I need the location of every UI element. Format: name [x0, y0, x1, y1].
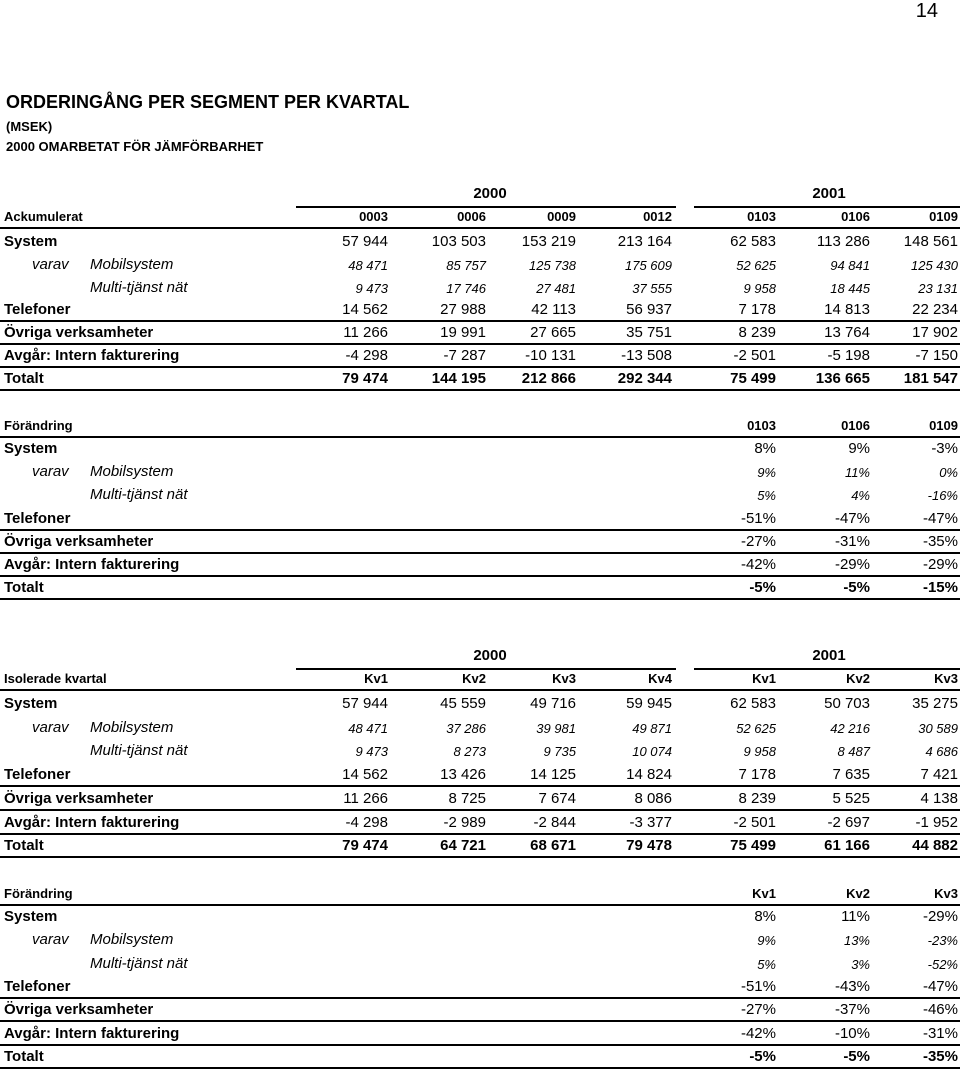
row-avgår-intern-fakturering-value: -10% — [834, 1024, 870, 1042]
row-telefoner-value: 13 426 — [440, 766, 486, 784]
divider-line — [0, 343, 960, 345]
row-system-value: 113 286 — [816, 233, 870, 250]
row-mobilsystem-value: 42 216 — [830, 720, 870, 736]
row-multi-tjänst-nät-value: -52% — [927, 956, 958, 972]
row-övriga-verksamheter-value: -27% — [740, 1001, 776, 1019]
column-header: Kv3 — [934, 886, 958, 901]
row-system-label: System — [4, 440, 58, 457]
row-övriga-verksamheter-value: 11 266 — [343, 324, 388, 342]
divider-line — [296, 206, 676, 208]
row-system-value: 59 945 — [626, 695, 672, 712]
column-header: Kv3 — [934, 671, 958, 686]
divider-line — [694, 206, 960, 208]
row-system-value: 50 703 — [824, 695, 870, 712]
section-header-label: Ackumulerat — [4, 209, 83, 224]
divider-line — [0, 997, 960, 999]
row-mobilsystem-value: 49 871 — [632, 720, 672, 736]
row-totalt-label: Totalt — [4, 1047, 44, 1065]
row-mobilsystem-label: Mobilsystem — [90, 255, 174, 273]
row-telefoner-label: Telefoner — [4, 977, 71, 995]
divider-line — [694, 668, 960, 670]
row-multi-tjänst-nät-value: 4 686 — [925, 744, 958, 760]
row-övriga-verksamheter-value: 8 086 — [634, 789, 672, 807]
row-telefoner-label: Telefoner — [4, 509, 71, 527]
page-title: ORDERINGÅNG PER SEGMENT PER KVARTAL — [6, 92, 410, 112]
row-multi-tjänst-nät-label: Multi-tjänst nät — [90, 486, 188, 504]
row-avgår-intern-fakturering-value: -13 508 — [621, 347, 672, 364]
divider-line — [0, 809, 960, 811]
column-header: Kv2 — [846, 886, 870, 901]
row-telefoner-value: 14 562 — [342, 766, 388, 784]
row-system-value: 11% — [841, 908, 870, 925]
row-system-value: 8% — [754, 440, 776, 457]
row-telefoner-value: -51% — [740, 509, 776, 527]
column-header: 0006 — [457, 209, 486, 224]
year-header-2000: 2000 — [473, 647, 507, 664]
divider-line — [0, 598, 960, 600]
row-mobilsystem-value: 125 430 — [911, 257, 958, 273]
row-mobilsystem-value: 39 981 — [536, 720, 576, 736]
row-avgår-intern-fakturering-value: -7 150 — [915, 347, 958, 364]
row-övriga-verksamheter-value: 8 239 — [738, 324, 776, 342]
unit-label: (MSEK) — [6, 119, 53, 134]
column-header: Kv4 — [648, 671, 672, 686]
row-övriga-verksamheter-value: 17 902 — [912, 324, 958, 342]
row-avgår-intern-fakturering-label: Avgår: Intern fakturering — [4, 347, 180, 364]
row-telefoner-value: 7 178 — [738, 766, 776, 784]
row-multi-tjänst-nät-value: 9 958 — [743, 280, 776, 296]
row-multi-tjänst-nät-value: 8 273 — [453, 744, 486, 760]
row-mobilsystem-label: Mobilsystem — [90, 931, 174, 949]
row-totalt-value: 61 166 — [824, 837, 870, 855]
row-telefoner-value: -47% — [922, 977, 958, 995]
row-övriga-verksamheter-value: -35% — [922, 532, 958, 550]
row-multi-tjänst-nät-value: 9 473 — [355, 744, 388, 760]
divider-line — [0, 366, 960, 368]
row-system-value: 62 583 — [730, 695, 776, 712]
row-multi-tjänst-nät-value: 10 074 — [632, 744, 672, 760]
divider-line — [0, 689, 960, 691]
row-mobilsystem-value: 175 609 — [625, 257, 672, 273]
divider-line — [0, 1020, 960, 1022]
row-system-value: 9% — [848, 440, 870, 457]
row-multi-tjänst-nät-value: 17 746 — [446, 280, 486, 296]
row-telefoner-value: 27 988 — [440, 301, 486, 319]
row-avgår-intern-fakturering-value: -2 989 — [443, 813, 486, 831]
row-multi-tjänst-nät-value: 23 131 — [918, 280, 958, 296]
row-avgår-intern-fakturering-value: -4 298 — [345, 813, 388, 831]
row-avgår-intern-fakturering-value: -3 377 — [629, 813, 672, 831]
row-multi-tjänst-nät-value: -16% — [927, 488, 958, 504]
divider-line — [0, 1067, 960, 1069]
column-header: 0103 — [747, 209, 776, 224]
row-system-label: System — [4, 233, 58, 250]
row-totalt-label: Totalt — [4, 837, 44, 855]
row-totalt-value: 181 547 — [903, 369, 958, 387]
row-mobilsystem-value: 11% — [844, 465, 870, 481]
row-avgår-intern-fakturering-value: -42% — [740, 1024, 776, 1042]
row-avgår-intern-fakturering-value: -1 952 — [915, 813, 958, 831]
column-header: 0106 — [841, 209, 870, 224]
column-header: 0009 — [547, 209, 576, 224]
row-mobilsystem-label: Mobilsystem — [90, 463, 174, 481]
divider-line — [0, 1044, 960, 1046]
page-number: 14 — [915, 0, 938, 22]
row-övriga-verksamheter-value: -31% — [834, 532, 870, 550]
row-telefoner-label: Telefoner — [4, 766, 71, 784]
row-övriga-verksamheter-value: 8 725 — [448, 789, 486, 807]
column-header: 0109 — [929, 418, 958, 433]
column-header: Kv3 — [552, 671, 576, 686]
row-system-value: 57 944 — [342, 695, 388, 712]
row-totalt-value: 64 721 — [440, 837, 486, 855]
row-mobilsystem-value: 85 757 — [446, 257, 486, 273]
row-multi-tjänst-nät-value: 9 958 — [743, 744, 776, 760]
row-övriga-verksamheter-value: -27% — [740, 532, 776, 550]
divider-line — [0, 575, 960, 577]
varav-prefix: varav — [32, 255, 69, 273]
row-totalt-value: 292 344 — [617, 369, 672, 387]
row-övriga-verksamheter-value: 4 138 — [920, 789, 958, 807]
varav-prefix: varav — [32, 718, 69, 736]
row-multi-tjänst-nät-value: 4% — [851, 488, 870, 504]
row-system-value: 8% — [754, 908, 776, 925]
row-övriga-verksamheter-label: Övriga verksamheter — [4, 324, 154, 342]
row-system-value: 213 164 — [617, 233, 672, 250]
row-avgår-intern-fakturering-value: -10 131 — [525, 347, 576, 364]
divider-line — [0, 904, 960, 906]
row-telefoner-value: 14 813 — [824, 301, 870, 319]
row-totalt-value: 79 474 — [342, 369, 388, 387]
row-avgår-intern-fakturering-value: -29% — [922, 556, 958, 573]
row-multi-tjänst-nät-value: 9 473 — [355, 280, 388, 296]
row-avgår-intern-fakturering-value: -2 697 — [827, 813, 870, 831]
row-mobilsystem-value: 13% — [843, 933, 870, 949]
row-övriga-verksamheter-value: 5 525 — [832, 789, 870, 807]
divider-line — [0, 552, 960, 554]
column-header: Kv1 — [364, 671, 388, 686]
row-övriga-verksamheter-value: 35 751 — [626, 324, 672, 342]
column-header: Kv1 — [752, 671, 776, 686]
row-multi-tjänst-nät-value: 8 487 — [837, 744, 870, 760]
row-mobilsystem-value: 9% — [757, 465, 776, 481]
row-totalt-value: 136 665 — [815, 369, 870, 387]
row-totalt-value: 79 474 — [342, 837, 388, 855]
row-telefoner-value: 56 937 — [626, 301, 672, 319]
row-multi-tjänst-nät-value: 27 481 — [536, 280, 576, 296]
row-multi-tjänst-nät-value: 5% — [757, 488, 776, 504]
row-mobilsystem-value: -23% — [927, 933, 958, 949]
divider-line — [0, 436, 960, 438]
row-avgår-intern-fakturering-label: Avgår: Intern fakturering — [4, 1024, 180, 1042]
row-avgår-intern-fakturering-value: -2 501 — [733, 813, 776, 831]
row-multi-tjänst-nät-label: Multi-tjänst nät — [90, 742, 188, 760]
row-övriga-verksamheter-label: Övriga verksamheter — [4, 789, 154, 807]
row-övriga-verksamheter-label: Övriga verksamheter — [4, 1001, 154, 1019]
row-övriga-verksamheter-value: 8 239 — [738, 789, 776, 807]
row-avgår-intern-fakturering-value: -5 198 — [827, 347, 870, 364]
row-totalt-value: 44 882 — [912, 837, 958, 855]
row-övriga-verksamheter-value: 19 991 — [440, 324, 486, 342]
row-telefoner-value: 14 562 — [342, 301, 388, 319]
row-totalt-value: -5% — [749, 1047, 776, 1065]
row-telefoner-value: 7 178 — [738, 301, 776, 319]
row-telefoner-value: -47% — [922, 509, 958, 527]
divider-line — [0, 320, 960, 322]
row-mobilsystem-value: 48 471 — [348, 720, 388, 736]
row-totalt-value: 212 866 — [521, 369, 576, 387]
divider-line — [0, 856, 960, 858]
column-header: 0003 — [359, 209, 388, 224]
divider-line — [0, 529, 960, 531]
row-system-value: 57 944 — [342, 233, 388, 250]
row-avgår-intern-fakturering-value: -31% — [922, 1024, 958, 1042]
row-multi-tjänst-nät-value: 3% — [851, 956, 870, 972]
row-telefoner-value: 7 635 — [832, 766, 870, 784]
row-övriga-verksamheter-label: Övriga verksamheter — [4, 532, 154, 550]
row-telefoner-value: -43% — [834, 977, 870, 995]
row-mobilsystem-value: 0% — [939, 465, 958, 481]
row-avgår-intern-fakturering-label: Avgår: Intern fakturering — [4, 813, 180, 831]
row-telefoner-value: 14 125 — [530, 766, 576, 784]
row-system-value: 103 503 — [431, 233, 486, 250]
comparability-note: 2000 OMARBETAT FÖR JÄMFÖRBARHET — [6, 139, 264, 154]
row-totalt-label: Totalt — [4, 579, 44, 597]
row-övriga-verksamheter-value: 7 674 — [538, 789, 576, 807]
varav-prefix: varav — [32, 463, 69, 481]
year-header-2001: 2001 — [812, 647, 846, 664]
row-avgår-intern-fakturering-value: -4 298 — [345, 347, 388, 364]
row-telefoner-value: 42 113 — [531, 301, 576, 319]
year-header-2001: 2001 — [812, 185, 846, 202]
row-telefoner-label: Telefoner — [4, 301, 71, 319]
section-header-label: Förändring — [4, 418, 73, 433]
row-system-label: System — [4, 695, 58, 712]
row-mobilsystem-value: 52 625 — [736, 720, 776, 736]
divider-line — [0, 833, 960, 835]
row-multi-tjänst-nät-label: Multi-tjänst nät — [90, 278, 188, 296]
row-övriga-verksamheter-value: 11 266 — [343, 789, 388, 807]
row-multi-tjänst-nät-value: 9 735 — [543, 744, 576, 760]
column-header: Kv2 — [846, 671, 870, 686]
row-system-value: 148 561 — [903, 233, 958, 250]
divider-line — [0, 785, 960, 787]
row-avgår-intern-fakturering-value: -2 501 — [733, 347, 776, 364]
row-totalt-value: -35% — [922, 1047, 958, 1065]
row-system-value: -3% — [931, 440, 958, 457]
row-avgår-intern-fakturering-label: Avgår: Intern fakturering — [4, 556, 180, 573]
row-system-label: System — [4, 908, 58, 925]
row-totalt-value: 144 195 — [431, 369, 486, 387]
row-multi-tjänst-nät-value: 18 445 — [830, 280, 870, 296]
row-totalt-value: 75 499 — [730, 369, 776, 387]
row-system-value: 49 716 — [530, 695, 576, 712]
row-övriga-verksamheter-value: -37% — [834, 1001, 870, 1019]
row-mobilsystem-label: Mobilsystem — [90, 718, 174, 736]
row-totalt-value: -5% — [749, 579, 776, 597]
row-totalt-label: Totalt — [4, 369, 44, 387]
column-header: 0109 — [929, 209, 958, 224]
divider-line — [0, 389, 960, 391]
row-system-value: 153 219 — [521, 233, 576, 250]
row-multi-tjänst-nät-value: 5% — [757, 956, 776, 972]
row-totalt-value: -15% — [922, 579, 958, 597]
section-header-label: Isolerade kvartal — [4, 671, 107, 686]
row-system-value: 62 583 — [730, 233, 776, 250]
row-mobilsystem-value: 48 471 — [348, 257, 388, 273]
row-totalt-value: -5% — [843, 1047, 870, 1065]
column-header: 0012 — [643, 209, 672, 224]
column-header: 0103 — [747, 418, 776, 433]
row-totalt-value: 68 671 — [530, 837, 576, 855]
row-övriga-verksamheter-value: 27 665 — [530, 324, 576, 342]
row-totalt-value: 75 499 — [730, 837, 776, 855]
column-header: 0106 — [841, 418, 870, 433]
row-system-value: -29% — [922, 908, 958, 925]
row-mobilsystem-value: 37 286 — [446, 720, 486, 736]
row-övriga-verksamheter-value: 13 764 — [824, 324, 870, 342]
divider-line — [0, 227, 960, 229]
row-totalt-value: -5% — [843, 579, 870, 597]
row-mobilsystem-value: 52 625 — [736, 257, 776, 273]
row-multi-tjänst-nät-value: 37 555 — [632, 280, 672, 296]
row-mobilsystem-value: 125 738 — [529, 257, 576, 273]
row-avgår-intern-fakturering-value: -2 844 — [533, 813, 576, 831]
row-telefoner-value: 22 234 — [912, 301, 958, 319]
column-header: Kv1 — [752, 886, 776, 901]
row-mobilsystem-value: 30 589 — [918, 720, 958, 736]
row-totalt-value: 79 478 — [626, 837, 672, 855]
row-multi-tjänst-nät-label: Multi-tjänst nät — [90, 954, 188, 972]
row-mobilsystem-value: 94 841 — [830, 257, 870, 273]
row-system-value: 45 559 — [440, 695, 486, 712]
varav-prefix: varav — [32, 931, 69, 949]
row-övriga-verksamheter-value: -46% — [922, 1001, 958, 1019]
row-avgår-intern-fakturering-value: -7 287 — [443, 347, 486, 364]
column-header: Kv2 — [462, 671, 486, 686]
row-telefoner-value: 7 421 — [920, 766, 958, 784]
row-telefoner-value: -47% — [834, 509, 870, 527]
row-telefoner-value: 14 824 — [626, 766, 672, 784]
row-system-value: 35 275 — [912, 695, 958, 712]
row-mobilsystem-value: 9% — [757, 933, 776, 949]
year-header-2000: 2000 — [473, 185, 507, 202]
row-telefoner-value: -51% — [740, 977, 776, 995]
divider-line — [296, 668, 676, 670]
section-header-label: Förändring — [4, 886, 73, 901]
row-avgår-intern-fakturering-value: -29% — [834, 556, 870, 573]
row-avgår-intern-fakturering-value: -42% — [740, 556, 776, 573]
